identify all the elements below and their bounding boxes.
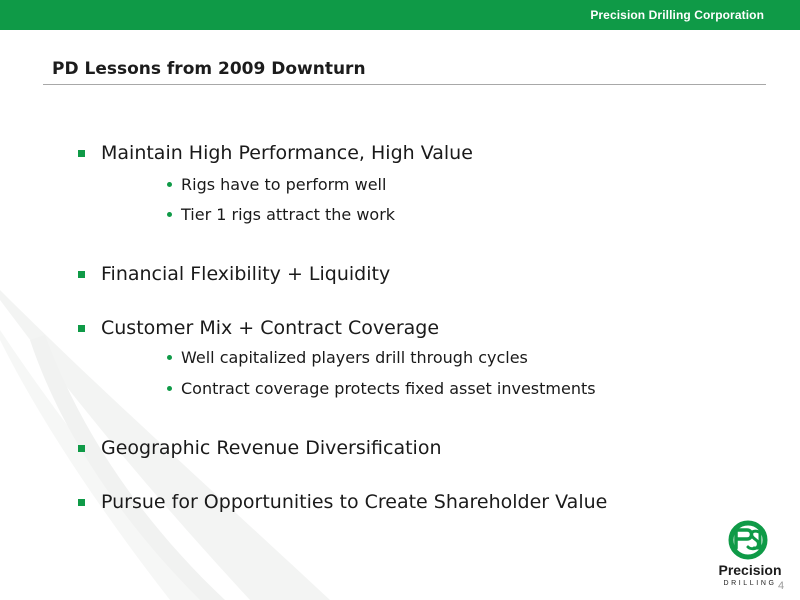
sub-bullet-item [167, 379, 596, 398]
bullet-text: Geographic Revenue Diversification [101, 437, 442, 459]
company-name: Precision Drilling Corporation [590, 8, 764, 22]
bullet-item [78, 437, 442, 459]
bullet-item [78, 142, 473, 164]
bullet-text: Financial Flexibility + Liquidity [101, 263, 391, 285]
sub-bullet-text: Tier 1 rigs attract the work [181, 205, 396, 224]
sub-bullet-item [167, 175, 386, 194]
square-bullet-icon [78, 445, 85, 452]
bullet-item [78, 317, 439, 339]
bullet-item [78, 263, 390, 285]
sub-bullet-text: Rigs have to perform well [181, 175, 387, 194]
sub-bullet-text: Well capitalized players drill through cycles [181, 348, 528, 367]
logo-wordmark: Precision [718, 562, 782, 578]
square-bullet-icon [78, 325, 85, 332]
logo-subtitle: DRILLING [723, 580, 777, 587]
round-bullet-icon [167, 182, 172, 187]
round-bullet-icon [167, 386, 172, 391]
sub-bullet-item [167, 348, 528, 367]
bullet-text: Customer Mix + Contract Coverage [101, 317, 440, 339]
square-bullet-icon [78, 499, 85, 506]
square-bullet-icon [78, 271, 85, 278]
round-bullet-icon [167, 212, 172, 217]
bullet-text: Maintain High Performance, High Value [101, 142, 473, 164]
sub-bullet-item [167, 205, 395, 224]
bullet-text: Pursue for Opportunities to Create Shareholder Value [101, 491, 608, 513]
slide-title: PD Lessons from 2009 Downturn [52, 59, 366, 79]
bullet-item [78, 491, 607, 513]
sub-bullet-text: Contract coverage protects fixed asset investments [181, 379, 596, 398]
square-bullet-icon [78, 150, 85, 157]
page-number: 4 [778, 580, 785, 592]
round-bullet-icon [167, 355, 172, 360]
